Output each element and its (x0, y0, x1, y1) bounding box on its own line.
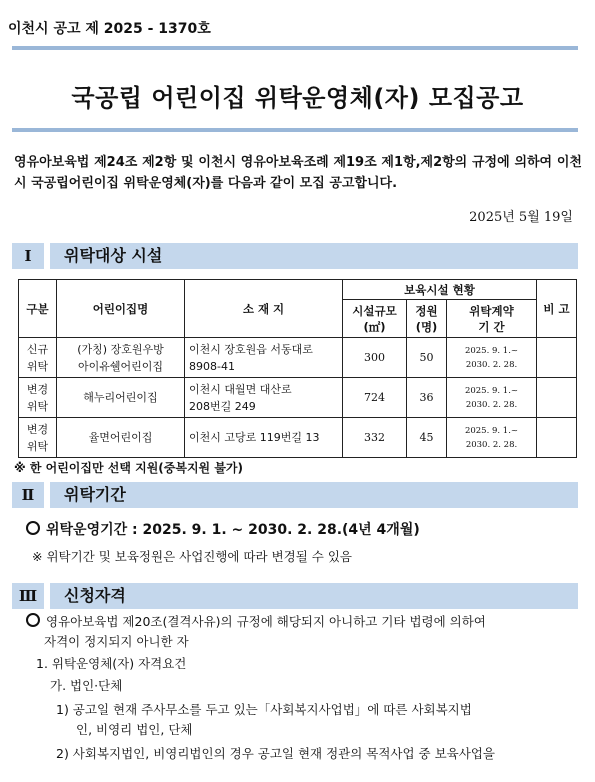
th-status-group: 보육시설 현황 (343, 280, 537, 300)
section-3-title: 신청자격 (64, 586, 126, 605)
section-3-header (12, 583, 578, 609)
qualification-line-2: 자격이 정지되지 아니한 자 (44, 634, 189, 649)
row-category: 변경 위탁 (19, 378, 57, 418)
section-1-title: 위탁대상 시설 (64, 246, 163, 265)
row-name: (가칭) 장호원우방 아이유쉘어린이집 (57, 338, 185, 378)
notice-date: 2025년 5월 19일 (469, 210, 573, 225)
section-2-title: 위탁기간 (64, 485, 126, 504)
section-1-header (12, 243, 578, 269)
row-location: 이천시 대월면 대산로 208번길 249 (185, 378, 343, 418)
row-contract: 2025. 9. 1.~ 2030. 2. 28. (447, 418, 537, 458)
row-remarks (537, 338, 577, 378)
table-row (19, 338, 577, 378)
facility-table (18, 279, 577, 458)
row-location: 이천시 고당로 119번길 13 (185, 418, 343, 458)
requirement-sub-a: 가. 법인·단체 (50, 678, 123, 693)
qualification-block (26, 612, 566, 764)
row-scale: 332 (343, 418, 407, 458)
row-contract: 2025. 9. 1.~ 2030. 2. 28. (447, 378, 537, 418)
row-capacity: 45 (407, 418, 447, 458)
row-remarks (537, 378, 577, 418)
section-2-number: Ⅱ (12, 482, 44, 508)
table-row (19, 418, 577, 458)
intro-paragraph: 영유아보육법 제24조 제2항 및 이천시 영유아보육조례 제19조 제1항,제2항의 규정에 의하여 이천시 국공립어린이집 위탁운영체(자)를 다음과 같이 모집 공고합니다. (14, 155, 582, 191)
row-scale: 300 (343, 338, 407, 378)
section-1-number: Ⅰ (12, 243, 44, 269)
notice-number: 이천시 공고 제 2025 - 1370호 (8, 21, 211, 37)
top-divider (12, 46, 578, 50)
circle-bullet-icon (26, 521, 40, 535)
row-scale: 724 (343, 378, 407, 418)
row-category: 변경 위탁 (19, 418, 57, 458)
section-1-note: ※ 한 어린이집만 선택 지원(중복지원 불가) (14, 461, 243, 475)
th-category: 구분 (19, 280, 57, 338)
th-name: 어린이집명 (57, 280, 185, 338)
row-contract: 2025. 9. 1.~ 2030. 2. 28. (447, 338, 537, 378)
th-remarks: 비 고 (537, 280, 577, 338)
title-divider (12, 128, 578, 132)
section-2-header (12, 482, 578, 508)
contract-period: 위탁운영기간 : 2025. 9. 1. ~ 2030. 2. 28.(4년 4개월) (26, 519, 420, 539)
section-2-note: ※ 위탁기간 및 보육정원은 사업진행에 따라 변경될 수 있음 (32, 549, 352, 564)
qualification-line-1: 영유아보육법 제20조(결격사유)의 규정에 해당되지 아니하고 기타 법령에 의하여 (26, 612, 566, 632)
row-category: 신규 위탁 (19, 338, 57, 378)
row-name: 해누리어린이집 (57, 378, 185, 418)
requirement-heading: 1. 위탁운영체(자) 자격요건 (36, 656, 187, 671)
row-location: 이천시 장호원읍 서동대로 8908-41 (185, 338, 343, 378)
row-capacity: 36 (407, 378, 447, 418)
table-row (19, 378, 577, 418)
section-3-number: Ⅲ (12, 583, 44, 609)
th-scale: 시설규모 (㎡) (343, 300, 407, 338)
requirement-a1-line-2: 인, 비영리 법인, 단체 (76, 722, 193, 737)
requirement-a1-line-1: 1) 공고일 현재 주사무소를 두고 있는「사회복지사업법」에 따른 사회복지법 (56, 702, 472, 717)
requirement-a2: 2) 사회복지법인, 비영리법인의 경우 공고일 현재 정관의 목적사업 중 보육사업을 (56, 746, 495, 761)
row-remarks (537, 418, 577, 458)
page-title: 국공립 어린이집 위탁운영체(자) 모집공고 (71, 84, 524, 112)
row-name: 율면어린이집 (57, 418, 185, 458)
th-location: 소 재 지 (185, 280, 343, 338)
th-contract: 위탁계약 기 간 (447, 300, 537, 338)
row-capacity: 50 (407, 338, 447, 378)
th-capacity: 정원 (명) (407, 300, 447, 338)
circle-bullet-icon (26, 613, 40, 627)
